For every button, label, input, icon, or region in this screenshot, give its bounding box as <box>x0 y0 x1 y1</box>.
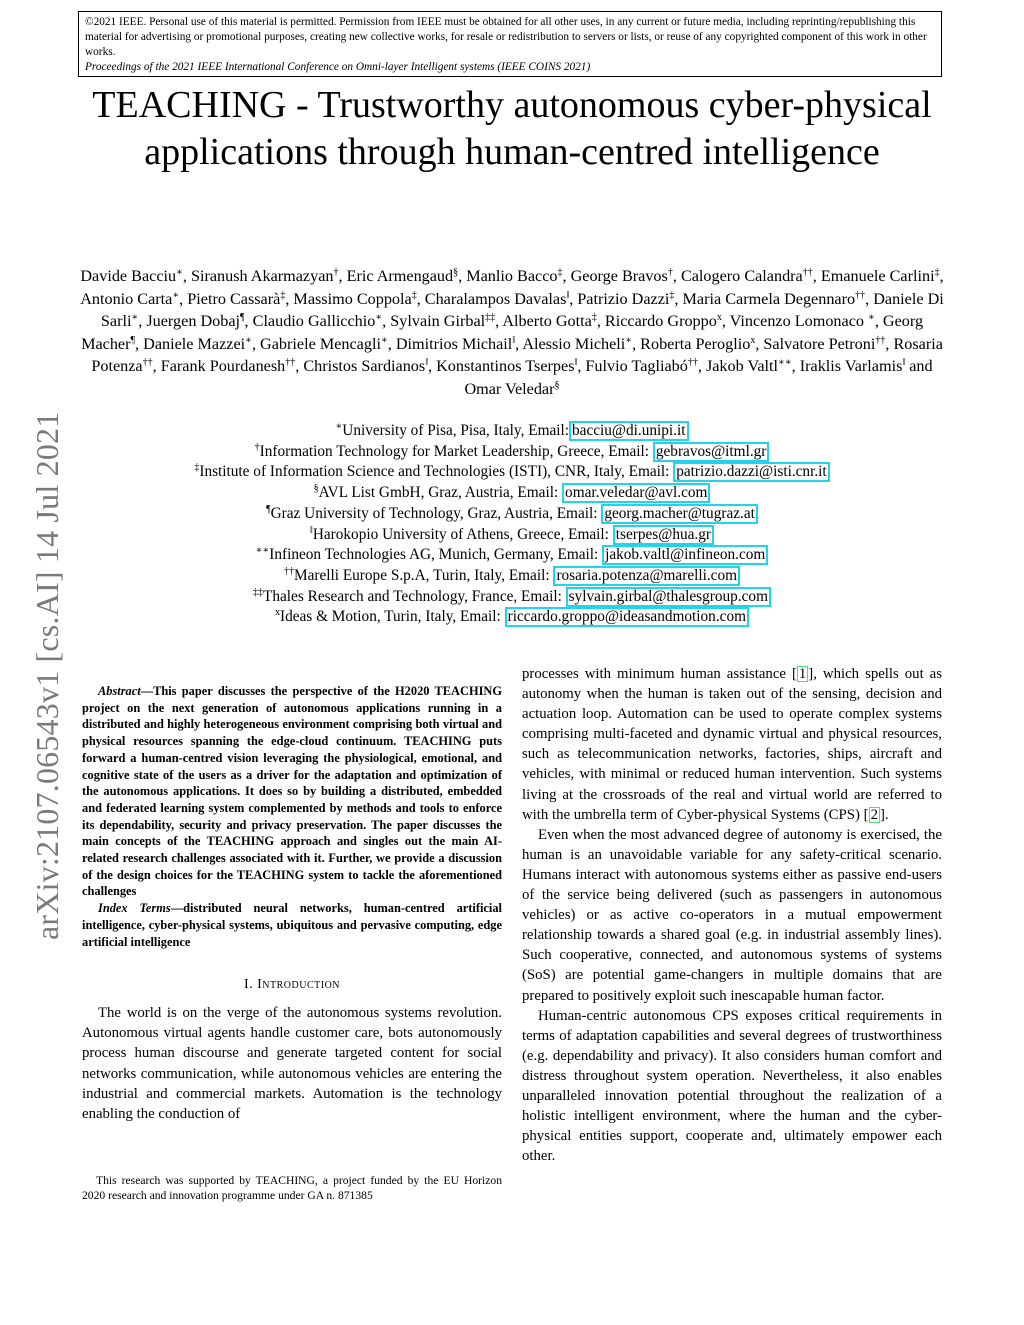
author-affiliation-mark: ‡‡ <box>485 312 496 323</box>
affiliation-text: Ideas & Motion, Turin, Italy, Email: <box>279 608 505 626</box>
author-name: Antonio Carta <box>80 289 173 308</box>
author-name: Rosaria Potenza <box>91 334 943 375</box>
author-name: Daniele Mazzei <box>143 334 246 353</box>
author-name: Omar Veledar <box>464 379 555 398</box>
author-separator: , <box>285 289 294 308</box>
affiliation-line <box>78 462 946 483</box>
affiliation-text: Marelli Europe S.p.A, Turin, Italy, Email: <box>293 566 554 584</box>
author-separator: , <box>791 357 800 375</box>
affiliation-text: Institute of Information Science and Technologies (ISTI), CNR, Italy, Email: <box>199 463 674 481</box>
author-name: Maria Carmela Degennaro <box>682 289 856 308</box>
affiliation-mark: †† <box>283 565 294 577</box>
affiliation-mark: ∗ <box>335 421 343 432</box>
author-affiliation-mark: ∗ <box>172 289 180 301</box>
author-affiliation-mark: ‡ <box>557 267 563 278</box>
affiliation-text: Information Technology for Market Leadership, Greece, Email: <box>259 442 653 460</box>
affiliation-mark: ‡‡ <box>253 586 264 598</box>
author-separator: , <box>135 334 144 353</box>
section-number: I. <box>243 977 258 993</box>
author-name: Charalampos Davalas <box>424 289 567 308</box>
copyright-notice: ©2021 IEEE. Personal use of this material is permitted. Permission from IEEE must be obtained for all other uses, in any current or future media, including reprinting/republishing this material for advertising or promotional purposes, creating new collective works, for resale or redistribution to servers or lists, or reuse of any copyrighted component of this work in other works. <box>85 16 927 58</box>
affiliation-mark: ∗∗ <box>255 545 270 557</box>
author-affiliation-mark: § <box>554 379 560 391</box>
author-list <box>78 265 946 400</box>
author-separator: , <box>515 334 523 353</box>
affiliation-mark: ¶ <box>266 503 271 515</box>
author-separator: , <box>182 267 191 285</box>
author-affiliation-mark: x <box>716 312 722 323</box>
author-affiliation-mark: †† <box>802 267 813 278</box>
left-column <box>82 683 502 1124</box>
author-affiliation-mark: ‡ <box>591 312 597 323</box>
author-name: Alberto Gotta <box>502 312 592 330</box>
author-separator: , <box>382 312 391 330</box>
email-link[interactable]: georg.macher@tugraz.at <box>601 504 758 524</box>
author-name: Konstantinos Tserpes <box>436 357 575 375</box>
author-affiliation-mark: ∗ <box>131 312 139 323</box>
email-link[interactable]: rosaria.potenza@marelli.com <box>553 566 740 586</box>
affiliation-text: Thales Research and Technology, France, Email: <box>263 587 566 605</box>
paragraph-1-part-b: ], which spells out as autonomy when the human is taken out of the sensing, decision and actuation loop. Automation can be used to operate complex systems comprising multi-faceted and dynamic virtual and physical resources, such as telecommunication networks, factories, ships, aircraft and vehicles, with minimal or reduced human intervention. Such systems living at the crossroads of the real and virtual world are referred to with the umbrella term of Cyber-physical Systems (CPS) [ <box>522 666 942 823</box>
author-name: Dimitrios Michail <box>395 334 513 353</box>
affiliation-text: AVL List GmbH, Graz, Austria, Email: <box>318 484 563 502</box>
affiliation-line <box>78 545 946 566</box>
author-name: George Bravos <box>570 267 668 285</box>
author-separator: , <box>562 267 571 285</box>
author-affiliation-mark: ‡ <box>934 267 940 278</box>
author-separator: , <box>458 267 467 285</box>
author-separator: , <box>251 334 261 353</box>
author-separator: , <box>721 312 730 330</box>
author-affiliation-mark: ∗ <box>868 312 875 323</box>
author-name: Georg Macher <box>81 312 924 353</box>
author-separator: , <box>577 357 586 375</box>
abstract-lead: Abstract <box>98 684 141 698</box>
author-affiliation-mark: ∗ <box>375 312 383 323</box>
author-separator: , <box>179 289 188 308</box>
affiliation-mark: ‖ <box>310 524 313 536</box>
author-affiliation-mark: †† <box>855 289 866 301</box>
author-separator: , <box>244 312 253 330</box>
arxiv-identifier-stamp: arXiv:2107.06543v1 [cs.AI] 14 Jul 2021 <box>29 411 65 940</box>
affiliation-text: Infineon Technologies AG, Munich, Germany, Email: <box>269 546 603 564</box>
index-terms <box>82 900 502 950</box>
author-affiliation-mark: † <box>667 267 673 278</box>
author-separator: , <box>697 357 706 375</box>
author-name: Claudio Gallicchio <box>252 312 376 330</box>
author-affiliation-mark: ∗ <box>245 334 252 346</box>
email-link[interactable]: jakob.valtl@infineon.com <box>602 545 768 565</box>
author-separator: , <box>152 357 161 375</box>
author-separator: , <box>865 289 874 308</box>
affiliation-line <box>78 566 946 587</box>
author-affiliation-mark: ‡ <box>669 289 675 301</box>
paragraph-3: Human-centric autonomous CPS exposes critical requirements in terms of adaptation capabilities and several degrees of trustworthiness (e.g. dependability and privacy). It also considers human comfort and distress throughout system operation. Nevertheless, it also enables unparalleled innovation potential throughout the realization of a holistic intelligent environment, where the human and the cyber-physical entities support, cooperate and, ultimately empower each other. <box>522 1007 942 1165</box>
author-separator: , <box>874 312 883 330</box>
author-affiliation-mark: § <box>453 267 459 278</box>
author-name: Roberta Peroglio <box>640 334 751 353</box>
author-affiliation-mark: †† <box>285 357 296 368</box>
author-separator: , <box>596 312 605 330</box>
section-heading-introduction <box>82 977 502 993</box>
affiliation-text: University of Pisa, Pisa, Italy, Email: <box>342 422 570 439</box>
author-name: Vincenzo Lomonaco <box>729 312 869 330</box>
author-name: Christos Sardianos <box>303 357 426 375</box>
citation-link-1[interactable]: 1 <box>798 666 807 682</box>
paragraph-1-part-a: processes with minimum human assistance [ <box>522 666 797 682</box>
author-affiliation-mark: ‖ <box>902 357 906 368</box>
author-separator: , <box>755 334 764 353</box>
paragraph-1-part-c: ]. <box>879 806 889 823</box>
affiliation-mark: ‡ <box>194 462 200 474</box>
index-terms-text: —distributed neural networks, human-centred artificial intelligence, cyber-physical systems, ubiquitous and pervasive computing, edge artificial intelligence <box>82 901 502 949</box>
author-affiliation-mark: †† <box>142 357 153 368</box>
author-name: Calogero Calandra <box>680 267 803 285</box>
author-separator: , <box>569 289 578 308</box>
paper-title: TEACHING - Trustworthy autonomous cyber-physical applications through human-centred intelligence <box>92 84 932 173</box>
author-name: Pietro Cassarà <box>187 289 281 308</box>
email-link[interactable]: tserpes@hua.gr <box>613 525 714 545</box>
author-name: Massimo Coppola <box>293 289 412 308</box>
section-title: Introduction <box>257 977 341 993</box>
affiliation-text: Harokopio University of Athens, Greece, Email: <box>312 525 613 543</box>
author-affiliation-mark: ∗∗ <box>778 357 792 368</box>
author-separator: , <box>939 267 944 285</box>
affiliation-line <box>78 525 946 546</box>
author-affiliation-mark: ∗ <box>380 334 388 346</box>
author-affiliation-mark: ‡ <box>280 289 286 301</box>
author-separator: , <box>428 357 437 375</box>
author-affiliation-mark: ∗ <box>625 334 633 346</box>
author-name: Davide Bacciu <box>80 267 177 285</box>
author-separator: , <box>674 289 683 308</box>
author-name: Manlio Bacco <box>466 267 558 285</box>
author-name: Jakob Valtl <box>705 357 779 375</box>
index-terms-lead: Index Terms <box>98 901 171 916</box>
author-name: Gabriele Mencagli <box>260 334 381 353</box>
author-affiliation-mark: ∗ <box>176 267 183 278</box>
intro-paragraph: The world is on the verge of the autonomous systems revolution. Autonomous virtual agents handle customer care, bots autonomously process human discourse and generate targeted content for social networks communication, while autonomous vehicles are entering the industrial and commercial markets. Automation is the technology enabling the conduction of <box>82 1005 502 1122</box>
funding-footnote: This research was supported by TEACHING, a project funded by the EU Horizon 2020 research and innovation programme under GA n. 871385 <box>82 1174 502 1202</box>
author-separator: , <box>885 334 894 353</box>
citation-link-2[interactable]: 2 <box>870 806 878 823</box>
paragraph-2: Even when the most advanced degree of autonomy is exercised, the human is an unavoidable variable for any safety-critical scenario. Humans interact with autonomous systems either as passive end-users of the service being delivered (such as passengers in autonomous vehicles) or as active co-operators in a mutual empowerment relationship towards a shared goal (e.g. in industrial assembly lines). Such cooperative, connected, and autonomous systems of systems (SoS) are potential game-changers in multiple domains that are prepared to positively exploit such inescapable human factor. <box>522 826 942 1004</box>
copyright-notice-box <box>78 11 942 77</box>
affiliation-line <box>78 504 946 525</box>
affiliation-text: Graz University of Technology, Graz, Austria, Email: <box>270 504 602 522</box>
affiliation-line <box>78 607 946 628</box>
author-affiliation-mark: ‖ <box>425 357 429 368</box>
author-name: Iraklis Varlamis <box>799 357 903 375</box>
affiliation-line <box>78 587 946 608</box>
email-link[interactable]: bacciu@di.unipi.it <box>569 421 689 441</box>
author-affiliation-mark: ‖ <box>512 334 516 346</box>
author-name: Alessio Micheli <box>522 334 626 353</box>
author-name: Salvatore Petroni <box>763 334 876 353</box>
author-name: Siranush Akarmazyan <box>190 267 334 285</box>
conference-venue: Proceedings of the 2021 IEEE International Conference on Omni-layer Intelligent systems (IEEE COINS 2021) <box>85 61 591 73</box>
email-link[interactable]: gebravos@itml.gr <box>653 442 770 462</box>
email-link[interactable]: sylvain.girbal@thalesgroup.com <box>566 587 771 607</box>
author-name: Patrizio Dazzi <box>577 289 670 308</box>
author-name: Farank Pourdanesh <box>160 357 286 375</box>
affiliation-mark: † <box>254 441 260 453</box>
affiliation-line <box>78 442 946 463</box>
author-separator: , <box>812 267 821 285</box>
author-affiliation-mark: x <box>750 334 756 346</box>
right-column <box>522 664 942 1166</box>
author-affiliation-mark: ‖ <box>566 289 570 301</box>
affiliation-line <box>78 421 946 442</box>
author-separator: , <box>672 267 681 285</box>
affiliation-mark: § <box>313 483 319 495</box>
abstract <box>82 683 502 900</box>
author-affiliation-mark: ¶ <box>240 312 245 323</box>
affiliation-mark: x <box>274 607 280 619</box>
author-affiliation-mark: † <box>333 267 339 278</box>
author-separator: , <box>416 289 425 308</box>
email-link[interactable]: omar.veledar@avl.com <box>562 483 710 503</box>
author-separator: , <box>387 334 396 353</box>
author-affiliation-mark: †† <box>875 334 886 346</box>
author-affiliation-mark: ‡ <box>411 289 417 301</box>
author-name: Riccardo Groppo <box>604 312 717 330</box>
abstract-text: —This paper discusses the perspective of the H2020 TEACHING project on the next generation of autonomous applications running in a distributed and highly heterogeneous environment comprising both virtual and physical resources spanning the edge-cloud continuum. TEACHING puts forward a human-centred vision leveraging the physiological, emotional, and cognitive state of the users as a driver for the adaptation and optimization of the autonomous applications. It does so by building a distributed, embedded and federated learning system complemented by methods and tools to enforce its dependability, security and privacy preservation. The paper discusses the main concepts of the TEACHING approach and singles out the main AI-related research challenges associated with it. Further, we provide a discussion of the design choices for the TEACHING system to tackle the aforementioned challenges <box>82 684 502 899</box>
author-name: Juergen Dobaj <box>146 312 241 330</box>
author-separator: , <box>495 312 503 330</box>
author-affiliation-mark: †† <box>687 357 698 368</box>
author-separator: , <box>338 267 347 285</box>
author-name: Daniele Di Sarli <box>100 289 944 330</box>
author-separator: , <box>632 334 641 353</box>
email-link[interactable]: riccardo.groppo@ideasandmotion.com <box>505 607 749 627</box>
author-separator: and <box>905 357 933 375</box>
author-name: Emanuele Carlini <box>820 267 935 285</box>
author-separator: , <box>138 312 147 330</box>
author-name: Sylvain Girbal <box>390 312 486 330</box>
author-affiliation-mark: ‖ <box>574 357 578 368</box>
author-name: Eric Armengaud <box>346 267 454 285</box>
author-affiliation-mark: ¶ <box>130 334 136 346</box>
affiliation-line <box>78 483 946 504</box>
author-separator: , <box>295 357 304 375</box>
affiliation-list <box>78 421 946 628</box>
email-link[interactable]: patrizio.dazzi@isti.cnr.it <box>673 462 829 482</box>
paragraph-1 <box>522 664 942 825</box>
author-name: Fulvio Tagliabó <box>585 357 688 375</box>
